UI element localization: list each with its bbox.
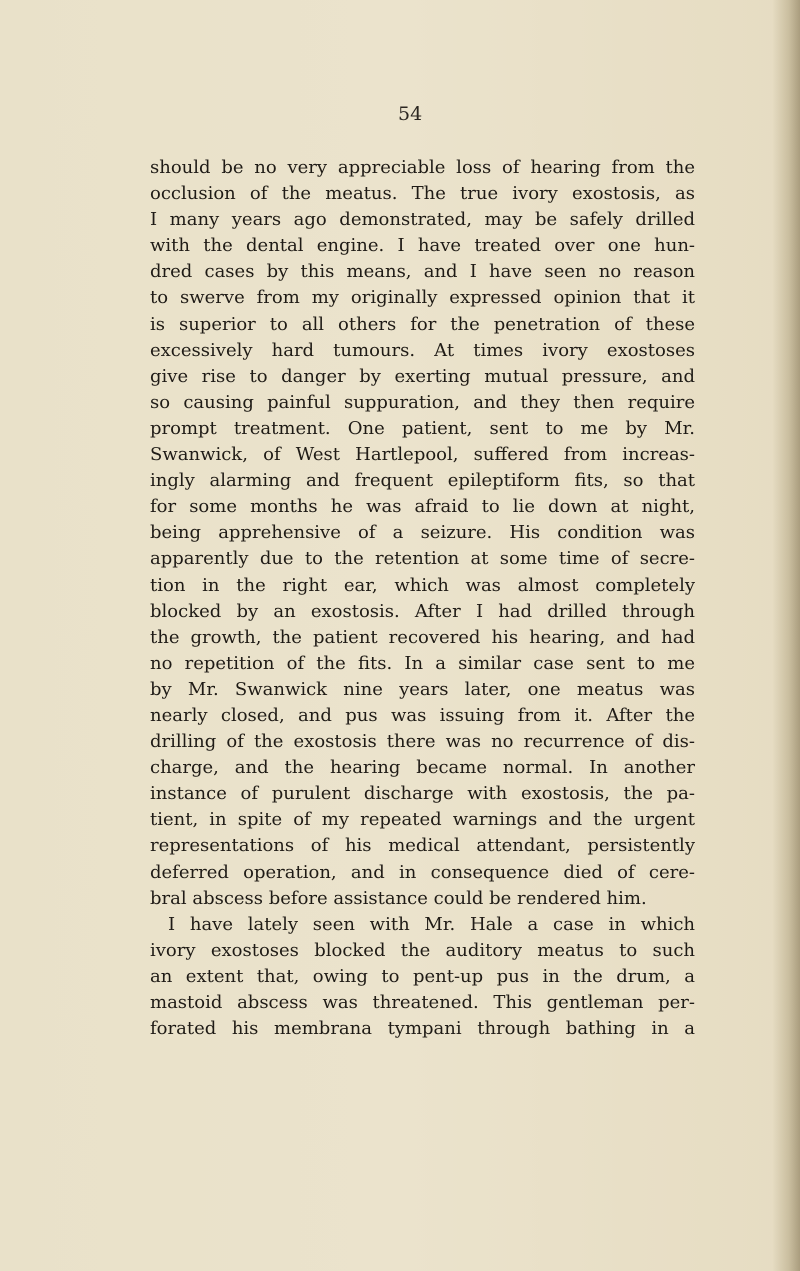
text-line: by Mr. Swanwick nine years later, one meatus was [150,678,695,700]
text-line: I have lately seen with Mr. Hale a case in which [168,913,695,935]
text-line: should be no very appreciable loss of hearing from the [150,157,695,178]
text-line: dred cases by this means, and I have seen no reason [150,261,695,283]
text-line: so causing painful suppuration, and they then require [150,391,695,413]
text-line: I many years ago demonstrated, may be safely drilled [150,209,695,231]
text-line: charge, and the hearing became normal. In another [150,757,695,779]
text-line: deferred operation, and in consequence died of cere- [150,861,695,883]
text-line: being apprehensive of a seizure. His condition was [150,522,695,544]
text-line: for some months he was afraid to lie down at night, [150,496,695,518]
text-line: forated his membrana tympani through bathing in a [150,1018,695,1040]
text-line: Swanwick, of West Hartlepool, suffered from increas- [150,444,695,466]
text-line: prompt treatment. One patient, sent to me by Mr. [150,417,695,439]
text-line: ivory exostoses blocked the auditory meatus to such [150,939,695,961]
text-line: the growth, the patient recovered his hearing, and had [150,626,695,648]
text-line: occlusion of the meatus. The true ivory exostosis, as [150,183,695,205]
text-line: apparently due to the retention at some time of secre- [150,548,695,570]
text-line: is superior to all others for the penetration of these [150,313,695,335]
text-line: excessively hard tumours. At times ivory exostoses [150,339,695,361]
text-line: instance of purulent discharge with exostosis, the pa- [150,783,695,805]
text-line: give rise to danger by exerting mutual pressure, and [150,365,695,387]
text-line: nearly closed, and pus was issuing from it. After the [150,704,695,726]
text-line: bral abscess before assistance could be rendered him. [150,887,647,909]
text-line: ingly alarming and frequent epileptiform fits, so that [150,470,695,492]
body-text [150,155,695,1042]
text-line: representations of his medical attendant, persistently [150,835,695,857]
text-line: with the dental engine. I have treated over one hun- [150,235,695,257]
text-line: blocked by an exostosis. After I had drilled through [150,600,695,622]
text-line: tion in the right ear, which was almost completely [150,574,695,596]
text-line: drilling of the exostosis there was no recurrence of dis- [150,731,695,753]
text-line: mastoid abscess was threatened. This gentleman per- [150,992,695,1013]
page-number: 54 [398,103,423,125]
page-edge-shadow [772,0,800,1271]
text-line: an extent that, owing to pent-up pus in the drum, a [150,965,695,987]
text-line: tient, in spite of my repeated warnings and the urgent [150,809,695,831]
text-line: to swerve from my originally expressed opinion that it [150,287,695,309]
text-line: no repetition of the fits. In a similar case sent to me [150,652,695,674]
